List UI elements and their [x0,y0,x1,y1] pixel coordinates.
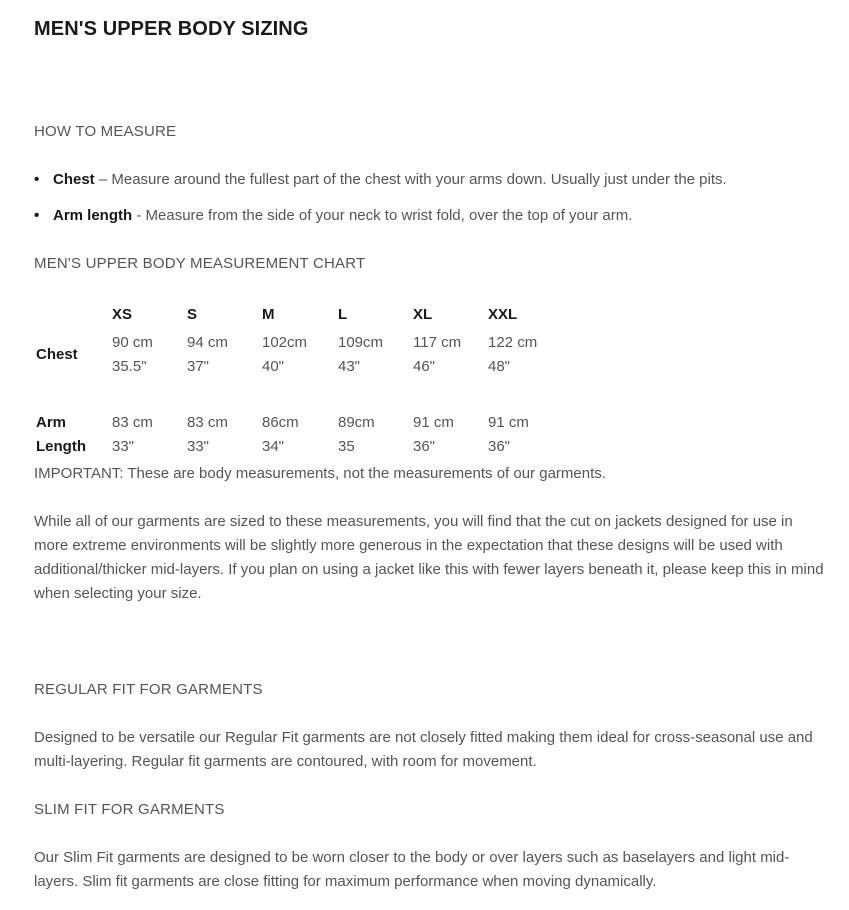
arm-cm-xl: 91 cm [413,414,454,431]
arm-in-s: 33" [187,438,210,455]
measure-term: Arm length [53,207,133,224]
arm-cm-s: 83 cm [187,414,228,431]
size-header-xl: XL [413,306,433,323]
arm-in-m: 34" [262,438,285,455]
size-header-xxl: XXL [488,306,518,323]
size-header-xs: XS [112,306,133,323]
bullet-icon: • [34,207,40,224]
measurement-chart-heading: MEN'S UPPER BODY MEASUREMENT CHART [34,255,366,272]
row-label-arm: Arm [36,414,67,431]
chest-cm-xl: 117 cm [413,334,462,351]
measure-term: Chest [53,171,95,188]
chest-cm-xxl: 122 cm [488,334,538,351]
measure-separator: – [94,171,112,188]
arm-in-xs: 33" [112,438,135,455]
arm-cm-m: 86cm [262,414,299,431]
size-header-s: S [187,306,198,323]
arm-cm-xs: 83 cm [112,414,153,431]
regular-fit-text: Designed to be versatile our Regular Fit garments are not closely fitted making them ideal for cross-seasonal use and multi-layering. Regular fit garments are contoured, with room for movement. [34,729,813,770]
measure-description: Measure around the fullest part of the chest with your arms down. Usually just under the pits. [111,171,727,188]
how-to-measure-list [34,171,727,225]
measure-item-chest [34,171,727,189]
chest-cm-s: 94 cm [187,334,228,351]
chest-in-xs: 35.5" [112,358,147,375]
arm-in-xxl: 36" [488,438,511,455]
row-label-length: Length [36,438,86,455]
arm-in-l: 35 [338,438,355,455]
chest-in-m: 40" [262,358,285,375]
page-title: MEN'S UPPER BODY SIZING [34,18,309,40]
generous-cut-paragraph: While all of our garments are sized to these measurements, you will find that the cut on jackets designed for use in more extreme environments will be slightly more generous in the expectation that these designs will be used with additional/thicker mid-layers. If you plan on using a jacket like this with fewer layers beneath it, please keep this in mind when selecting your size. [34,513,824,602]
important-note: IMPORTANT: These are body measurements, not the measurements of our garments. [34,465,606,482]
measure-separator: - [132,207,146,224]
chest-cm-m: 102cm [262,334,308,351]
size-header-l: L [338,306,348,323]
slim-fit-heading: SLIM FIT FOR GARMENTS [34,801,225,818]
slim-fit-text: Our Slim Fit garments are designed to be worn closer to the body or over layers such as baselayers and light mid-layers. Slim fit garments are close fitting for maximum performance when moving dynamically. [34,849,790,890]
chest-in-xl: 46" [413,358,436,375]
size-header-m: M [262,306,275,323]
chest-in-l: 43" [338,358,361,375]
chest-in-xxl: 48" [488,358,511,375]
measure-description: Measure from the side of your neck to wrist fold, over the top of your arm. [145,207,633,224]
regular-fit-heading: REGULAR FIT FOR GARMENTS [34,681,263,698]
row-label-chest: Chest [36,346,78,363]
chest-cm-xs: 90 cm [112,334,153,351]
how-to-measure-heading: HOW TO MEASURE [34,123,177,140]
bullet-icon: • [34,171,40,188]
arm-cm-l: 89cm [338,414,375,431]
measure-item-arm-length [34,207,727,225]
chest-cm-l: 109cm [338,334,384,351]
arm-in-xl: 36" [413,438,436,455]
measurement-chart [36,304,596,464]
arm-cm-xxl: 91 cm [488,414,529,431]
chest-in-s: 37" [187,358,210,375]
